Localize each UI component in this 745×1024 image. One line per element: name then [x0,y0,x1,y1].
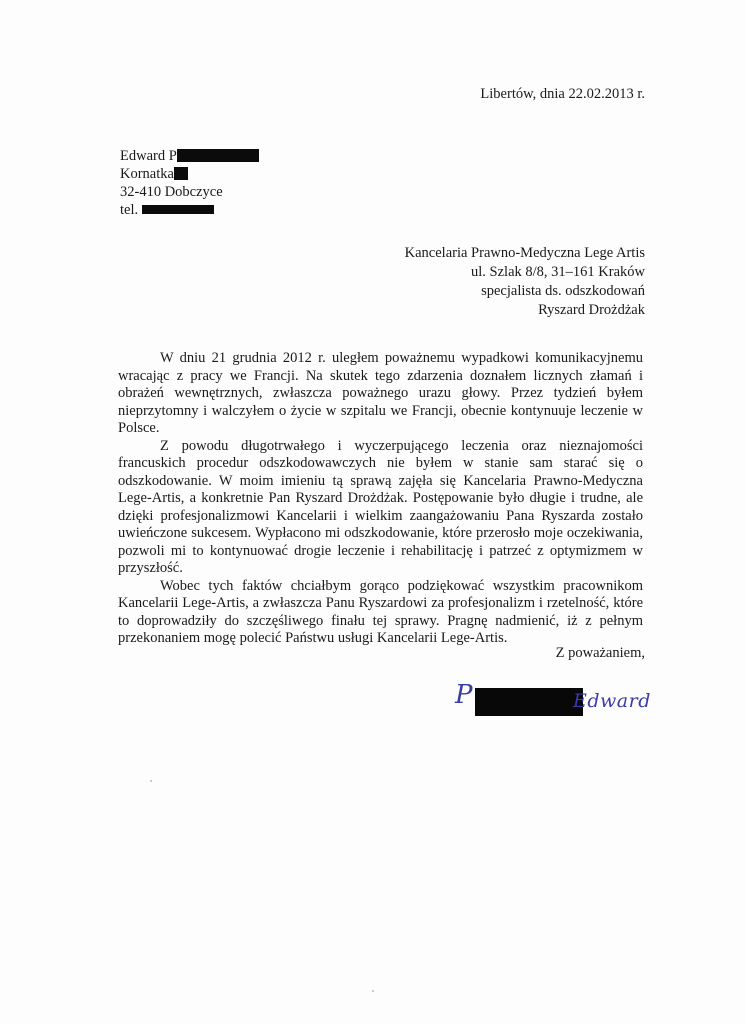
body-paragraph: Z powodu długotrwałego i wyczerpującego leczenia oraz nieznajomości francuskich procedur odszkodowawczych nie byłem w stanie sam starać się o odszkodowanie. W moim imieniu tą sprawą zajęła się Kancelaria Prawno-Medyczna Lege-Artis, a konkretnie Pan Ryszard Drożdżak. Postępowanie było długie i trudne, ale dzięki profesjonalizmowi Kancelarii i wielkim zaangażowaniu Pana Ryszarda zostało uwieńczone sukcesem. Wypłacono mi odszkodowanie, które przerosło moje oczekiwania, pozwoli mi to kontynuować drogie leczenie i rehabilitację i patrzeć z optymizmem w przyszłość. [118,437,643,576]
letter-body [118,350,643,648]
redaction-bar [142,205,214,214]
sender-phone-line [120,201,259,219]
paper-speck [372,990,374,992]
date-line: Libertów, dnia 22.02.2013 r. [480,86,645,102]
body-paragraph: W dniu 21 grudnia 2012 r. uległem poważnemu wypadkowi komunikacyjnemu wracając z pracy we Francji. Na skutek tego zdarzenia doznałem licznych złamań i obrażeń wewnętrznych, zwłaszcza poważnego urazu głowy. Przez tydzień byłem nieprzytomny i walczyłem o życie w szpitalu we Francji, obecnie kontynuuje leczenie w Polsce. [118,350,643,436]
signature-first-name: Edward [573,690,651,712]
signature-initial: P [455,680,473,710]
sender-city: 32-410 Dobczyce [120,184,223,200]
recipient-line: Kancelaria Prawno-Medyczna Lege Artis [404,245,645,261]
recipient-line: Ryszard Drożdżak [538,302,645,318]
sender-street: Kornatka [120,166,174,182]
closing-salutation: Z poważaniem, [555,645,645,661]
recipient-line: ul. Szlak 8/8, 31–161 Kraków [471,264,645,280]
sender-street-line [120,165,259,183]
sender-address [120,147,259,219]
signature-redaction-bar [475,688,583,716]
paper-speck [150,780,152,782]
recipient-address [405,244,645,320]
sender-phone-label: tel. [120,202,139,218]
body-paragraph: Wobec tych faktów chciałbym gorąco podziękować wszystkim pracownikom Kancelarii Lege-Artis, a zwłaszcza Panu Ryszardowi za profesjonalizm i rzetelność, które to doprowadziły do szczęśliwego finału tej sprawy. Pragnę nadmienić, iż z pełnym przekonaniem mogę polecić Państwu usługi Kancelarii Lege-Artis. [118,577,643,646]
sender-name-line [120,147,259,165]
recipient-line: specjalista ds. odszkodowań [481,283,645,299]
redaction-bar [174,167,188,180]
handwritten-signature [455,680,655,725]
sender-name: Edward P [120,148,177,164]
redaction-bar [177,149,259,162]
